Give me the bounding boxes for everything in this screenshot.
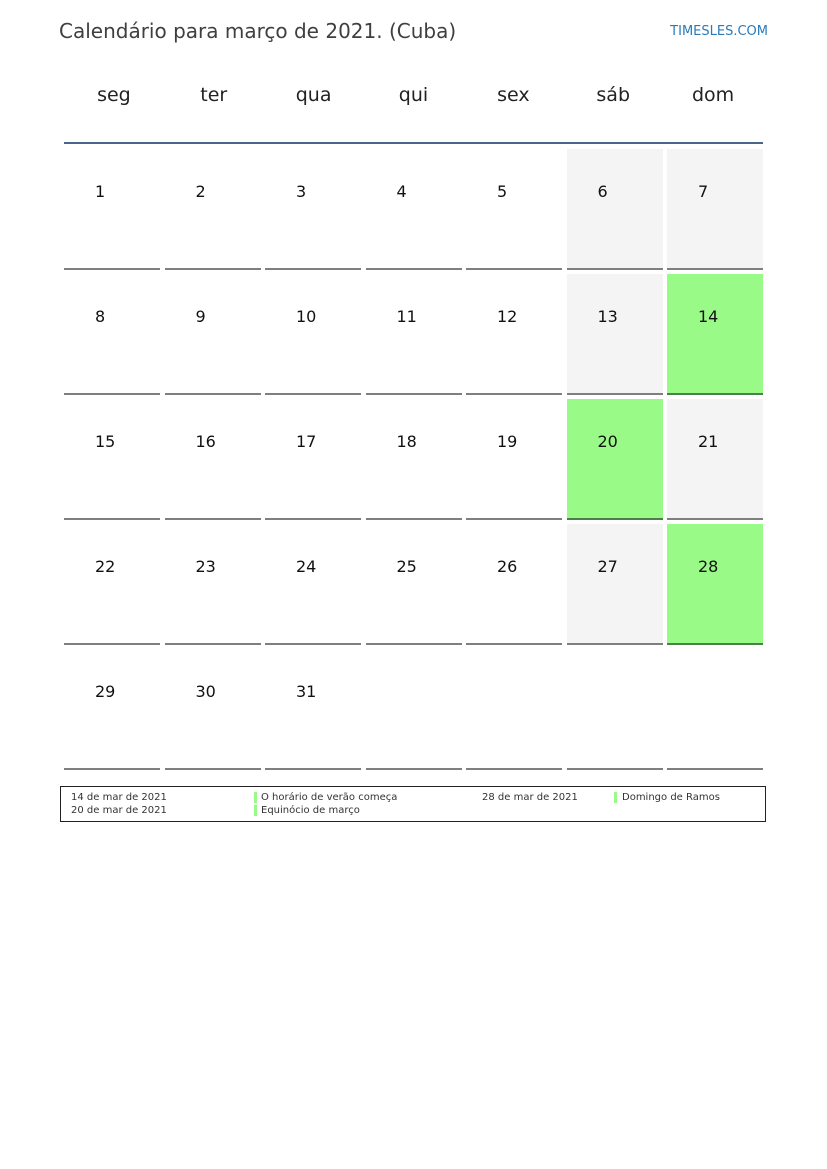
legend-label: O horário de verão começa bbox=[261, 792, 398, 803]
day-number: 7 bbox=[698, 182, 709, 201]
day-number: 21 bbox=[698, 432, 719, 451]
day-cell[interactable] bbox=[667, 399, 763, 520]
day-cell[interactable] bbox=[366, 399, 462, 520]
day-number: 12 bbox=[497, 307, 518, 326]
page-title: Calendário para março de 2021. (Cuba) bbox=[59, 19, 457, 43]
day-cell bbox=[667, 649, 763, 770]
brand-link[interactable]: TIMESLES.COM bbox=[670, 24, 768, 39]
day-cell[interactable] bbox=[366, 524, 462, 645]
day-number: 26 bbox=[497, 557, 518, 576]
legend-label: Equinócio de março bbox=[261, 805, 360, 816]
day-cell[interactable] bbox=[567, 274, 663, 395]
day-cell bbox=[466, 649, 562, 770]
legend-color-marker bbox=[614, 792, 617, 803]
day-cell[interactable] bbox=[165, 649, 261, 770]
day-cell[interactable] bbox=[64, 274, 160, 395]
day-number: 10 bbox=[296, 307, 317, 326]
day-number: 8 bbox=[95, 307, 106, 326]
day-cell[interactable] bbox=[265, 649, 361, 770]
day-number: 11 bbox=[396, 307, 417, 326]
day-number: 27 bbox=[597, 557, 618, 576]
legend-color-marker bbox=[254, 805, 257, 816]
day-number: 5 bbox=[497, 182, 508, 201]
day-number: 22 bbox=[95, 557, 116, 576]
day-cell[interactable] bbox=[567, 399, 663, 520]
day-number: 31 bbox=[296, 682, 317, 701]
day-number: 18 bbox=[396, 432, 417, 451]
day-number: 4 bbox=[396, 182, 407, 201]
day-cell[interactable] bbox=[567, 524, 663, 645]
legend-color-marker bbox=[254, 792, 257, 803]
day-number: 15 bbox=[95, 432, 116, 451]
day-number: 29 bbox=[95, 682, 116, 701]
weekday-label: sex bbox=[497, 84, 530, 106]
day-cell[interactable] bbox=[165, 399, 261, 520]
day-cell[interactable] bbox=[165, 274, 261, 395]
day-number: 25 bbox=[396, 557, 417, 576]
day-cell bbox=[366, 649, 462, 770]
day-cell[interactable] bbox=[265, 274, 361, 395]
day-number: 14 bbox=[698, 307, 719, 326]
legend-label: Domingo de Ramos bbox=[622, 792, 720, 803]
weekday-header bbox=[64, 84, 763, 124]
day-cell[interactable] bbox=[667, 524, 763, 645]
day-number: 19 bbox=[497, 432, 518, 451]
day-cell[interactable] bbox=[265, 524, 361, 645]
weekday-label: seg bbox=[97, 84, 131, 106]
weekday-label: qui bbox=[398, 84, 429, 106]
day-cell[interactable] bbox=[466, 274, 562, 395]
day-cell[interactable] bbox=[64, 524, 160, 645]
day-cell[interactable] bbox=[64, 399, 160, 520]
day-cell[interactable] bbox=[667, 274, 763, 395]
day-cell[interactable] bbox=[567, 149, 663, 270]
day-number: 24 bbox=[296, 557, 317, 576]
day-number: 1 bbox=[95, 182, 106, 201]
day-number: 28 bbox=[698, 557, 719, 576]
day-number: 9 bbox=[195, 307, 206, 326]
day-number: 16 bbox=[195, 432, 216, 451]
day-cell[interactable] bbox=[667, 149, 763, 270]
weekday-label: ter bbox=[200, 84, 228, 106]
legend-date: 14 de mar de 2021 bbox=[71, 792, 167, 803]
day-number: 3 bbox=[296, 182, 307, 201]
day-number: 13 bbox=[597, 307, 618, 326]
day-cell[interactable] bbox=[165, 524, 261, 645]
day-number: 17 bbox=[296, 432, 317, 451]
day-cell[interactable] bbox=[466, 524, 562, 645]
day-cell bbox=[567, 649, 663, 770]
day-cell[interactable] bbox=[366, 149, 462, 270]
day-number: 23 bbox=[195, 557, 216, 576]
day-cell[interactable] bbox=[265, 149, 361, 270]
day-cell[interactable] bbox=[466, 149, 562, 270]
weekday-label: dom bbox=[691, 84, 735, 106]
legend bbox=[60, 786, 766, 822]
day-number: 30 bbox=[195, 682, 216, 701]
day-number: 20 bbox=[597, 432, 618, 451]
day-cell[interactable] bbox=[64, 149, 160, 270]
legend-date: 20 de mar de 2021 bbox=[71, 805, 167, 816]
day-cell[interactable] bbox=[366, 274, 462, 395]
header-divider bbox=[64, 142, 763, 144]
weekday-label: sáb bbox=[596, 84, 631, 106]
calendar-grid bbox=[64, 149, 763, 770]
day-cell[interactable] bbox=[64, 649, 160, 770]
legend-date: 28 de mar de 2021 bbox=[482, 792, 578, 803]
day-cell[interactable] bbox=[265, 399, 361, 520]
weekday-label: qua bbox=[295, 84, 332, 106]
day-number: 2 bbox=[195, 182, 206, 201]
day-cell[interactable] bbox=[165, 149, 261, 270]
day-cell[interactable] bbox=[466, 399, 562, 520]
day-number: 6 bbox=[597, 182, 608, 201]
